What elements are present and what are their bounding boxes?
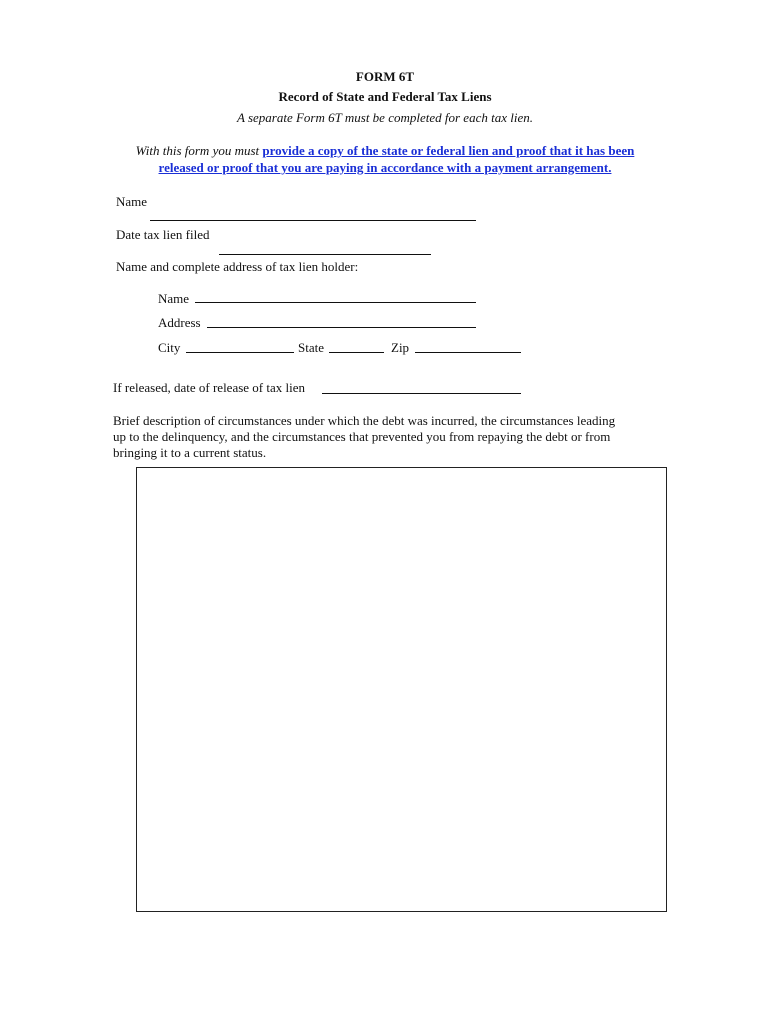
name-label: Name [116,194,148,209]
name-field[interactable] [150,220,476,221]
state-label: State [298,340,324,355]
date-filed-field[interactable] [219,254,431,255]
holder-address-field[interactable] [207,327,476,328]
form-subtitle: A separate Form 6T must be completed for each tax lien. [237,110,533,125]
description-text-area[interactable] [136,467,667,912]
holder-name-field[interactable] [195,302,476,303]
date-filed-label: Date tax lien filed [116,227,210,242]
holder-name-label: Name [158,291,190,306]
city-field[interactable] [186,352,294,353]
holder-address-label: Address [158,315,201,330]
zip-label: Zip [391,340,410,355]
form-number: FORM 6T [355,69,415,84]
release-date-label: If released, date of release of tax lien [113,380,306,395]
description-line-1: Brief description of circumstances under which the debt was incurred, the circumstances leading [113,413,616,428]
release-date-field[interactable] [322,393,521,394]
holder-heading: Name and complete address of tax lien holder: [116,259,359,274]
instruction-line-1 [0,143,770,159]
instruction-prefix: With this form you must [135,143,263,158]
instruction-link-part-1[interactable]: provide a copy of the state or federal lien and proof that it has been [262,143,635,158]
instruction-line-2 [0,160,770,176]
form-title: Record of State and Federal Tax Liens [278,89,492,104]
description-line-2: up to the delinquency, and the circumstances that prevented you from repaying the debt or from [113,429,611,444]
zip-field[interactable] [415,352,521,353]
state-field[interactable] [329,352,384,353]
instruction-link-part-2[interactable]: released or proof that you are paying in accordance with a payment arrangement. [158,160,612,175]
city-label: City [158,340,181,355]
description-line-3: bringing it to a current status. [113,445,267,460]
